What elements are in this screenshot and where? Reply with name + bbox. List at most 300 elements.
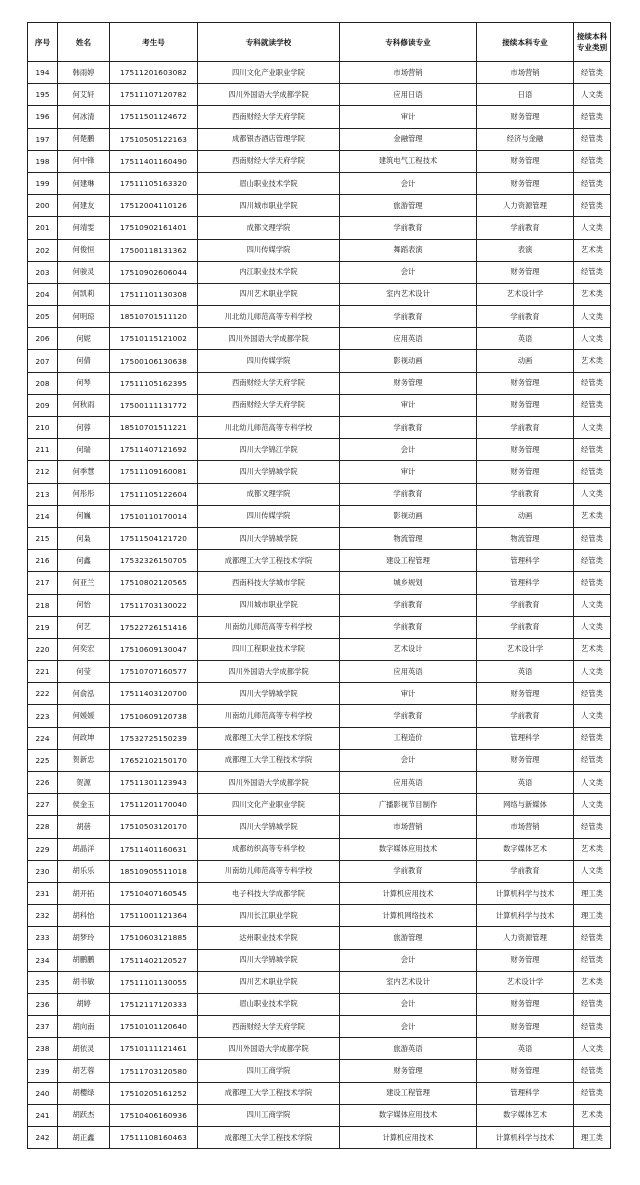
cell-name: 胡蓓 [58, 816, 110, 838]
table-row [28, 261, 611, 283]
cell-college-major: 会计 [340, 1016, 477, 1038]
cell-college: 四川文化产业职业学院 [198, 794, 340, 816]
cell-name: 胡婷 [58, 993, 110, 1015]
table-row [28, 172, 611, 194]
table-row [28, 239, 611, 261]
table-row [28, 816, 611, 838]
cell-college: 四川艺术职业学院 [198, 283, 340, 305]
cell-college: 川南幼儿师范高等专科学校 [198, 616, 340, 638]
cell-exam-id: 17511101130308 [110, 283, 198, 305]
cell-serial-number: 204 [28, 283, 58, 305]
cell-bachelor-major: 英语 [477, 661, 574, 683]
cell-college: 成都纺织高等专科学校 [198, 838, 340, 860]
cell-exam-id: 17500118131362 [110, 239, 198, 261]
table-row [28, 461, 611, 483]
cell-exam-id: 17511407121692 [110, 439, 198, 461]
table-row [28, 927, 611, 949]
cell-name: 胡书敏 [58, 971, 110, 993]
cell-bachelor-category: 人文类 [574, 661, 611, 683]
cell-name: 何楚鹏 [58, 128, 110, 150]
cell-exam-id: 17511105122604 [110, 483, 198, 505]
cell-college-major: 室内艺术设计 [340, 283, 477, 305]
table-row [28, 283, 611, 305]
cell-exam-id: 17510111121461 [110, 1038, 198, 1060]
cell-bachelor-major: 财务管理 [477, 461, 574, 483]
cell-bachelor-category: 人文类 [574, 306, 611, 328]
cell-serial-number: 220 [28, 638, 58, 660]
cell-college-major: 旅游管理 [340, 927, 477, 949]
table-row [28, 417, 611, 439]
cell-bachelor-category: 人文类 [574, 328, 611, 350]
cell-serial-number: 239 [28, 1060, 58, 1082]
cell-bachelor-category: 经管类 [574, 993, 611, 1015]
table-row [28, 993, 611, 1015]
cell-bachelor-major: 财务管理 [477, 394, 574, 416]
table-row [28, 128, 611, 150]
cell-bachelor-category: 人文类 [574, 616, 611, 638]
cell-bachelor-category: 人文类 [574, 860, 611, 882]
cell-bachelor-category: 理工类 [574, 882, 611, 904]
cell-serial-number: 205 [28, 306, 58, 328]
cell-college: 四川城市职业学院 [198, 195, 340, 217]
cell-exam-id: 17511501124672 [110, 106, 198, 128]
cell-bachelor-category: 经管类 [574, 927, 611, 949]
cell-college-major: 城乡规划 [340, 572, 477, 594]
cell-name: 贺新忠 [58, 749, 110, 771]
cell-college-major: 会计 [340, 261, 477, 283]
cell-bachelor-major: 计算机科学与技术 [477, 1127, 574, 1149]
cell-college-major: 财务管理 [340, 1060, 477, 1082]
cell-college: 西南科技大学城市学院 [198, 572, 340, 594]
cell-name: 何奕宏 [58, 638, 110, 660]
cell-serial-number: 234 [28, 949, 58, 971]
cell-serial-number: 229 [28, 838, 58, 860]
cell-serial-number: 219 [28, 616, 58, 638]
cell-serial-number: 225 [28, 749, 58, 771]
cell-serial-number: 235 [28, 971, 58, 993]
header-serial-number: 序号 [28, 23, 58, 62]
cell-name: 何凯莉 [58, 283, 110, 305]
cell-serial-number: 201 [28, 217, 58, 239]
cell-college-major: 数字媒体应用技术 [340, 838, 477, 860]
cell-college: 西南财经大学天府学院 [198, 106, 340, 128]
cell-college-major: 学前教育 [340, 616, 477, 638]
cell-exam-id: 17511201170040 [110, 794, 198, 816]
cell-exam-id: 17500106130638 [110, 350, 198, 372]
cell-exam-id: 17511001121364 [110, 905, 198, 927]
cell-name: 何建友 [58, 195, 110, 217]
cell-college: 四川大学锦城学院 [198, 461, 340, 483]
cell-exam-id: 17511403120700 [110, 683, 198, 705]
cell-bachelor-category: 经管类 [574, 727, 611, 749]
cell-bachelor-category: 经管类 [574, 683, 611, 705]
table-row [28, 860, 611, 882]
table-row [28, 1016, 611, 1038]
cell-name: 何骏灵 [58, 261, 110, 283]
table-row [28, 328, 611, 350]
cell-exam-id: 17510609130047 [110, 638, 198, 660]
cell-serial-number: 217 [28, 572, 58, 594]
cell-bachelor-category: 经管类 [574, 816, 611, 838]
cell-college-major: 审计 [340, 461, 477, 483]
table-header [28, 23, 611, 62]
cell-exam-id: 17511109160081 [110, 461, 198, 483]
cell-bachelor-major: 英语 [477, 1038, 574, 1060]
cell-college-major: 应用日语 [340, 84, 477, 106]
cell-college: 四川外国语大学成都学院 [198, 84, 340, 106]
cell-college: 成都文理学院 [198, 217, 340, 239]
table-row [28, 572, 611, 594]
cell-serial-number: 210 [28, 417, 58, 439]
cell-college: 西南财经大学天府学院 [198, 1016, 340, 1038]
cell-bachelor-category: 经管类 [574, 461, 611, 483]
cell-college: 四川长江职业学院 [198, 905, 340, 927]
cell-college-major: 物流管理 [340, 527, 477, 549]
cell-college: 眉山职业技术学院 [198, 172, 340, 194]
cell-bachelor-major: 日语 [477, 84, 574, 106]
cell-bachelor-major: 网络与新媒体 [477, 794, 574, 816]
cell-name: 何艺 [58, 616, 110, 638]
cell-bachelor-major: 学前教育 [477, 705, 574, 727]
cell-bachelor-category: 人文类 [574, 1038, 611, 1060]
cell-serial-number: 221 [28, 661, 58, 683]
cell-serial-number: 196 [28, 106, 58, 128]
cell-college: 电子科技大学成都学院 [198, 882, 340, 904]
table-row [28, 62, 611, 84]
cell-name: 何俞泓 [58, 683, 110, 705]
table-row [28, 394, 611, 416]
cell-bachelor-major: 学前教育 [477, 483, 574, 505]
cell-serial-number: 207 [28, 350, 58, 372]
cell-name: 何媛媛 [58, 705, 110, 727]
cell-serial-number: 203 [28, 261, 58, 283]
table-row [28, 749, 611, 771]
cell-exam-id: 17532326150705 [110, 550, 198, 572]
table-row [28, 350, 611, 372]
table-row [28, 772, 611, 794]
cell-name: 何蓉 [58, 417, 110, 439]
cell-name: 何巍 [58, 505, 110, 527]
cell-college-major: 学前教育 [340, 860, 477, 882]
cell-serial-number: 242 [28, 1127, 58, 1149]
cell-exam-id: 17511101130055 [110, 971, 198, 993]
cell-name: 胡樱绿 [58, 1082, 110, 1104]
cell-bachelor-major: 财务管理 [477, 261, 574, 283]
cell-bachelor-category: 艺术类 [574, 283, 611, 305]
cell-exam-id: 18510701511120 [110, 306, 198, 328]
cell-bachelor-category: 经管类 [574, 1016, 611, 1038]
cell-college-major: 影视动画 [340, 505, 477, 527]
cell-serial-number: 195 [28, 84, 58, 106]
cell-exam-id: 17511703120580 [110, 1060, 198, 1082]
table-row [28, 550, 611, 572]
cell-college-major: 财务管理 [340, 372, 477, 394]
cell-name: 何冰清 [58, 106, 110, 128]
cell-bachelor-major: 学前教育 [477, 217, 574, 239]
cell-exam-id: 17510406160936 [110, 1104, 198, 1126]
cell-bachelor-major: 学前教育 [477, 306, 574, 328]
cell-bachelor-major: 表演 [477, 239, 574, 261]
cell-college: 四川大学锦城学院 [198, 683, 340, 705]
cell-name: 韩雨婷 [58, 62, 110, 84]
cell-college: 西南财经大学天府学院 [198, 394, 340, 416]
cell-college-major: 应用英语 [340, 772, 477, 794]
admission-list-table [27, 22, 611, 1149]
table-row [28, 794, 611, 816]
cell-exam-id: 17510503120170 [110, 816, 198, 838]
table-row [28, 882, 611, 904]
cell-college: 四川文化产业职业学院 [198, 62, 340, 84]
cell-bachelor-category: 经管类 [574, 527, 611, 549]
cell-college-major: 计算机应用技术 [340, 882, 477, 904]
cell-serial-number: 231 [28, 882, 58, 904]
cell-serial-number: 194 [28, 62, 58, 84]
cell-bachelor-major: 艺术设计学 [477, 971, 574, 993]
cell-college: 川南幼儿师范高等专科学校 [198, 860, 340, 882]
cell-bachelor-major: 管理科学 [477, 572, 574, 594]
cell-bachelor-category: 经管类 [574, 261, 611, 283]
table-body [28, 62, 611, 1149]
cell-name: 胡跃杰 [58, 1104, 110, 1126]
cell-bachelor-category: 经管类 [574, 1060, 611, 1082]
cell-serial-number: 209 [28, 394, 58, 416]
cell-college: 成都银杏酒店管理学院 [198, 128, 340, 150]
cell-exam-id: 18510905511018 [110, 860, 198, 882]
cell-bachelor-major: 艺术设计学 [477, 638, 574, 660]
cell-college-major: 建设工程管理 [340, 1082, 477, 1104]
cell-name: 胡乐乐 [58, 860, 110, 882]
cell-college-major: 旅游管理 [340, 195, 477, 217]
cell-exam-id: 17511402120527 [110, 949, 198, 971]
cell-exam-id: 17511105162395 [110, 372, 198, 394]
cell-serial-number: 223 [28, 705, 58, 727]
cell-exam-id: 17510707160577 [110, 661, 198, 683]
cell-college: 四川外国语大学成都学院 [198, 1038, 340, 1060]
cell-exam-id: 17511107120782 [110, 84, 198, 106]
cell-college: 四川外国语大学成都学院 [198, 772, 340, 794]
cell-college-major: 应用英语 [340, 661, 477, 683]
cell-bachelor-category: 经管类 [574, 550, 611, 572]
cell-exam-id: 17511105163320 [110, 172, 198, 194]
table-row [28, 1104, 611, 1126]
header-college-major: 专科修读专业 [340, 23, 477, 62]
cell-college-major: 艺术设计 [340, 638, 477, 660]
cell-bachelor-major: 学前教育 [477, 860, 574, 882]
cell-name: 何怡 [58, 594, 110, 616]
cell-name: 胡开拓 [58, 882, 110, 904]
cell-exam-id: 17532725150239 [110, 727, 198, 749]
cell-bachelor-major: 物流管理 [477, 527, 574, 549]
cell-bachelor-category: 人文类 [574, 705, 611, 727]
cell-exam-id: 17510902606044 [110, 261, 198, 283]
table-row [28, 949, 611, 971]
cell-name: 何倩 [58, 350, 110, 372]
cell-exam-id: 17511201603082 [110, 62, 198, 84]
header-exam-id: 考生号 [110, 23, 198, 62]
cell-serial-number: 238 [28, 1038, 58, 1060]
table-row [28, 527, 611, 549]
cell-exam-id: 17511401160631 [110, 838, 198, 860]
cell-exam-id: 17511301123943 [110, 772, 198, 794]
cell-bachelor-category: 经管类 [574, 195, 611, 217]
cell-name: 何艾轩 [58, 84, 110, 106]
cell-bachelor-major: 数字媒体艺术 [477, 838, 574, 860]
cell-bachelor-major: 财务管理 [477, 993, 574, 1015]
cell-college: 四川传媒学院 [198, 350, 340, 372]
cell-serial-number: 213 [28, 483, 58, 505]
cell-bachelor-major: 财务管理 [477, 949, 574, 971]
cell-bachelor-category: 人文类 [574, 594, 611, 616]
cell-college: 四川大学锦城学院 [198, 949, 340, 971]
table-row [28, 594, 611, 616]
cell-bachelor-category: 艺术类 [574, 838, 611, 860]
table-row [28, 1060, 611, 1082]
cell-name: 胡艺蓉 [58, 1060, 110, 1082]
cell-college-major: 应用英语 [340, 328, 477, 350]
cell-exam-id: 17510505122163 [110, 128, 198, 150]
table-row [28, 306, 611, 328]
cell-college: 内江职业技术学院 [198, 261, 340, 283]
cell-serial-number: 197 [28, 128, 58, 150]
cell-bachelor-major: 财务管理 [477, 439, 574, 461]
cell-exam-id: 17500111131772 [110, 394, 198, 416]
cell-bachelor-major: 学前教育 [477, 417, 574, 439]
cell-bachelor-category: 经管类 [574, 128, 611, 150]
cell-college: 成都理工大学工程技术学院 [198, 727, 340, 749]
cell-exam-id: 17510110170014 [110, 505, 198, 527]
cell-college-major: 市场营销 [340, 816, 477, 838]
cell-name: 胡鹏鹏 [58, 949, 110, 971]
cell-name: 胡梦玲 [58, 927, 110, 949]
cell-college: 四川城市职业学院 [198, 594, 340, 616]
cell-exam-id: 17510609120738 [110, 705, 198, 727]
cell-bachelor-category: 艺术类 [574, 971, 611, 993]
cell-college: 四川传媒学院 [198, 505, 340, 527]
cell-college: 四川工程职业技术学院 [198, 638, 340, 660]
cell-college-major: 建设工程管理 [340, 550, 477, 572]
cell-bachelor-category: 经管类 [574, 172, 611, 194]
cell-name: 何秋雨 [58, 394, 110, 416]
cell-name: 侯金玉 [58, 794, 110, 816]
cell-exam-id: 18510701511221 [110, 417, 198, 439]
cell-exam-id: 17510407160545 [110, 882, 198, 904]
cell-college: 四川大学锦城学院 [198, 816, 340, 838]
cell-college: 成都文理学院 [198, 483, 340, 505]
cell-college: 四川工商学院 [198, 1060, 340, 1082]
cell-exam-id: 17510802120565 [110, 572, 198, 594]
table-row [28, 106, 611, 128]
table-row [28, 217, 611, 239]
table-row [28, 483, 611, 505]
cell-college-major: 金融管理 [340, 128, 477, 150]
cell-bachelor-major: 动画 [477, 350, 574, 372]
cell-name: 何莹 [58, 661, 110, 683]
table-row [28, 638, 611, 660]
cell-bachelor-major: 财务管理 [477, 172, 574, 194]
cell-bachelor-major: 财务管理 [477, 683, 574, 705]
cell-bachelor-major: 财务管理 [477, 106, 574, 128]
table-row [28, 439, 611, 461]
cell-bachelor-category: 经管类 [574, 572, 611, 594]
cell-name: 胡正鑫 [58, 1127, 110, 1149]
cell-college-major: 广播影视节目制作 [340, 794, 477, 816]
cell-college: 成都理工大学工程技术学院 [198, 749, 340, 771]
cell-bachelor-category: 人文类 [574, 417, 611, 439]
cell-college-major: 数字媒体应用技术 [340, 1104, 477, 1126]
cell-bachelor-category: 艺术类 [574, 350, 611, 372]
cell-exam-id: 17652102150170 [110, 749, 198, 771]
cell-serial-number: 216 [28, 550, 58, 572]
cell-bachelor-major: 市场营销 [477, 62, 574, 84]
header-bachelor-major: 接续本科专业 [477, 23, 574, 62]
table-row [28, 683, 611, 705]
cell-serial-number: 228 [28, 816, 58, 838]
cell-college-major: 计算机应用技术 [340, 1127, 477, 1149]
cell-bachelor-category: 艺术类 [574, 1104, 611, 1126]
cell-exam-id: 17510101120640 [110, 1016, 198, 1038]
table-row [28, 905, 611, 927]
cell-bachelor-category: 艺术类 [574, 505, 611, 527]
cell-serial-number: 227 [28, 794, 58, 816]
cell-bachelor-category: 经管类 [574, 150, 611, 172]
cell-name: 何琴 [58, 372, 110, 394]
cell-serial-number: 241 [28, 1104, 58, 1126]
cell-bachelor-category: 经管类 [574, 62, 611, 84]
cell-bachelor-category: 经管类 [574, 1082, 611, 1104]
cell-bachelor-category: 人文类 [574, 794, 611, 816]
cell-bachelor-major: 管理科学 [477, 1082, 574, 1104]
cell-college-major: 旅游英语 [340, 1038, 477, 1060]
cell-bachelor-major: 计算机科学与技术 [477, 905, 574, 927]
cell-bachelor-major: 动画 [477, 505, 574, 527]
cell-exam-id: 17522726151416 [110, 616, 198, 638]
cell-serial-number: 208 [28, 372, 58, 394]
cell-serial-number: 198 [28, 150, 58, 172]
cell-bachelor-major: 数字媒体艺术 [477, 1104, 574, 1126]
cell-serial-number: 230 [28, 860, 58, 882]
cell-college-major: 影视动画 [340, 350, 477, 372]
cell-bachelor-category: 经管类 [574, 394, 611, 416]
cell-college-major: 审计 [340, 394, 477, 416]
cell-name: 何靖雯 [58, 217, 110, 239]
cell-bachelor-category: 人文类 [574, 217, 611, 239]
cell-serial-number: 232 [28, 905, 58, 927]
cell-bachelor-major: 经济与金融 [477, 128, 574, 150]
cell-college: 川南幼儿师范高等专科学校 [198, 705, 340, 727]
cell-college-major: 建筑电气工程技术 [340, 150, 477, 172]
cell-serial-number: 212 [28, 461, 58, 483]
cell-exam-id: 17512004110126 [110, 195, 198, 217]
table-row [28, 505, 611, 527]
cell-college: 川北幼儿师范高等专科学校 [198, 417, 340, 439]
cell-serial-number: 236 [28, 993, 58, 1015]
cell-college-major: 学前教育 [340, 217, 477, 239]
cell-name: 何中锋 [58, 150, 110, 172]
cell-exam-id: 17511703130022 [110, 594, 198, 616]
cell-name: 何彤彤 [58, 483, 110, 505]
header-college: 专科就读学校 [198, 23, 340, 62]
table-row [28, 727, 611, 749]
cell-bachelor-major: 英语 [477, 328, 574, 350]
cell-name: 何瑞 [58, 439, 110, 461]
cell-exam-id: 17510902161401 [110, 217, 198, 239]
cell-name: 何亚兰 [58, 572, 110, 594]
cell-bachelor-major: 人力资源管理 [477, 195, 574, 217]
cell-college: 川北幼儿师范高等专科学校 [198, 306, 340, 328]
cell-serial-number: 200 [28, 195, 58, 217]
cell-serial-number: 214 [28, 505, 58, 527]
cell-college: 西南财经大学天府学院 [198, 150, 340, 172]
